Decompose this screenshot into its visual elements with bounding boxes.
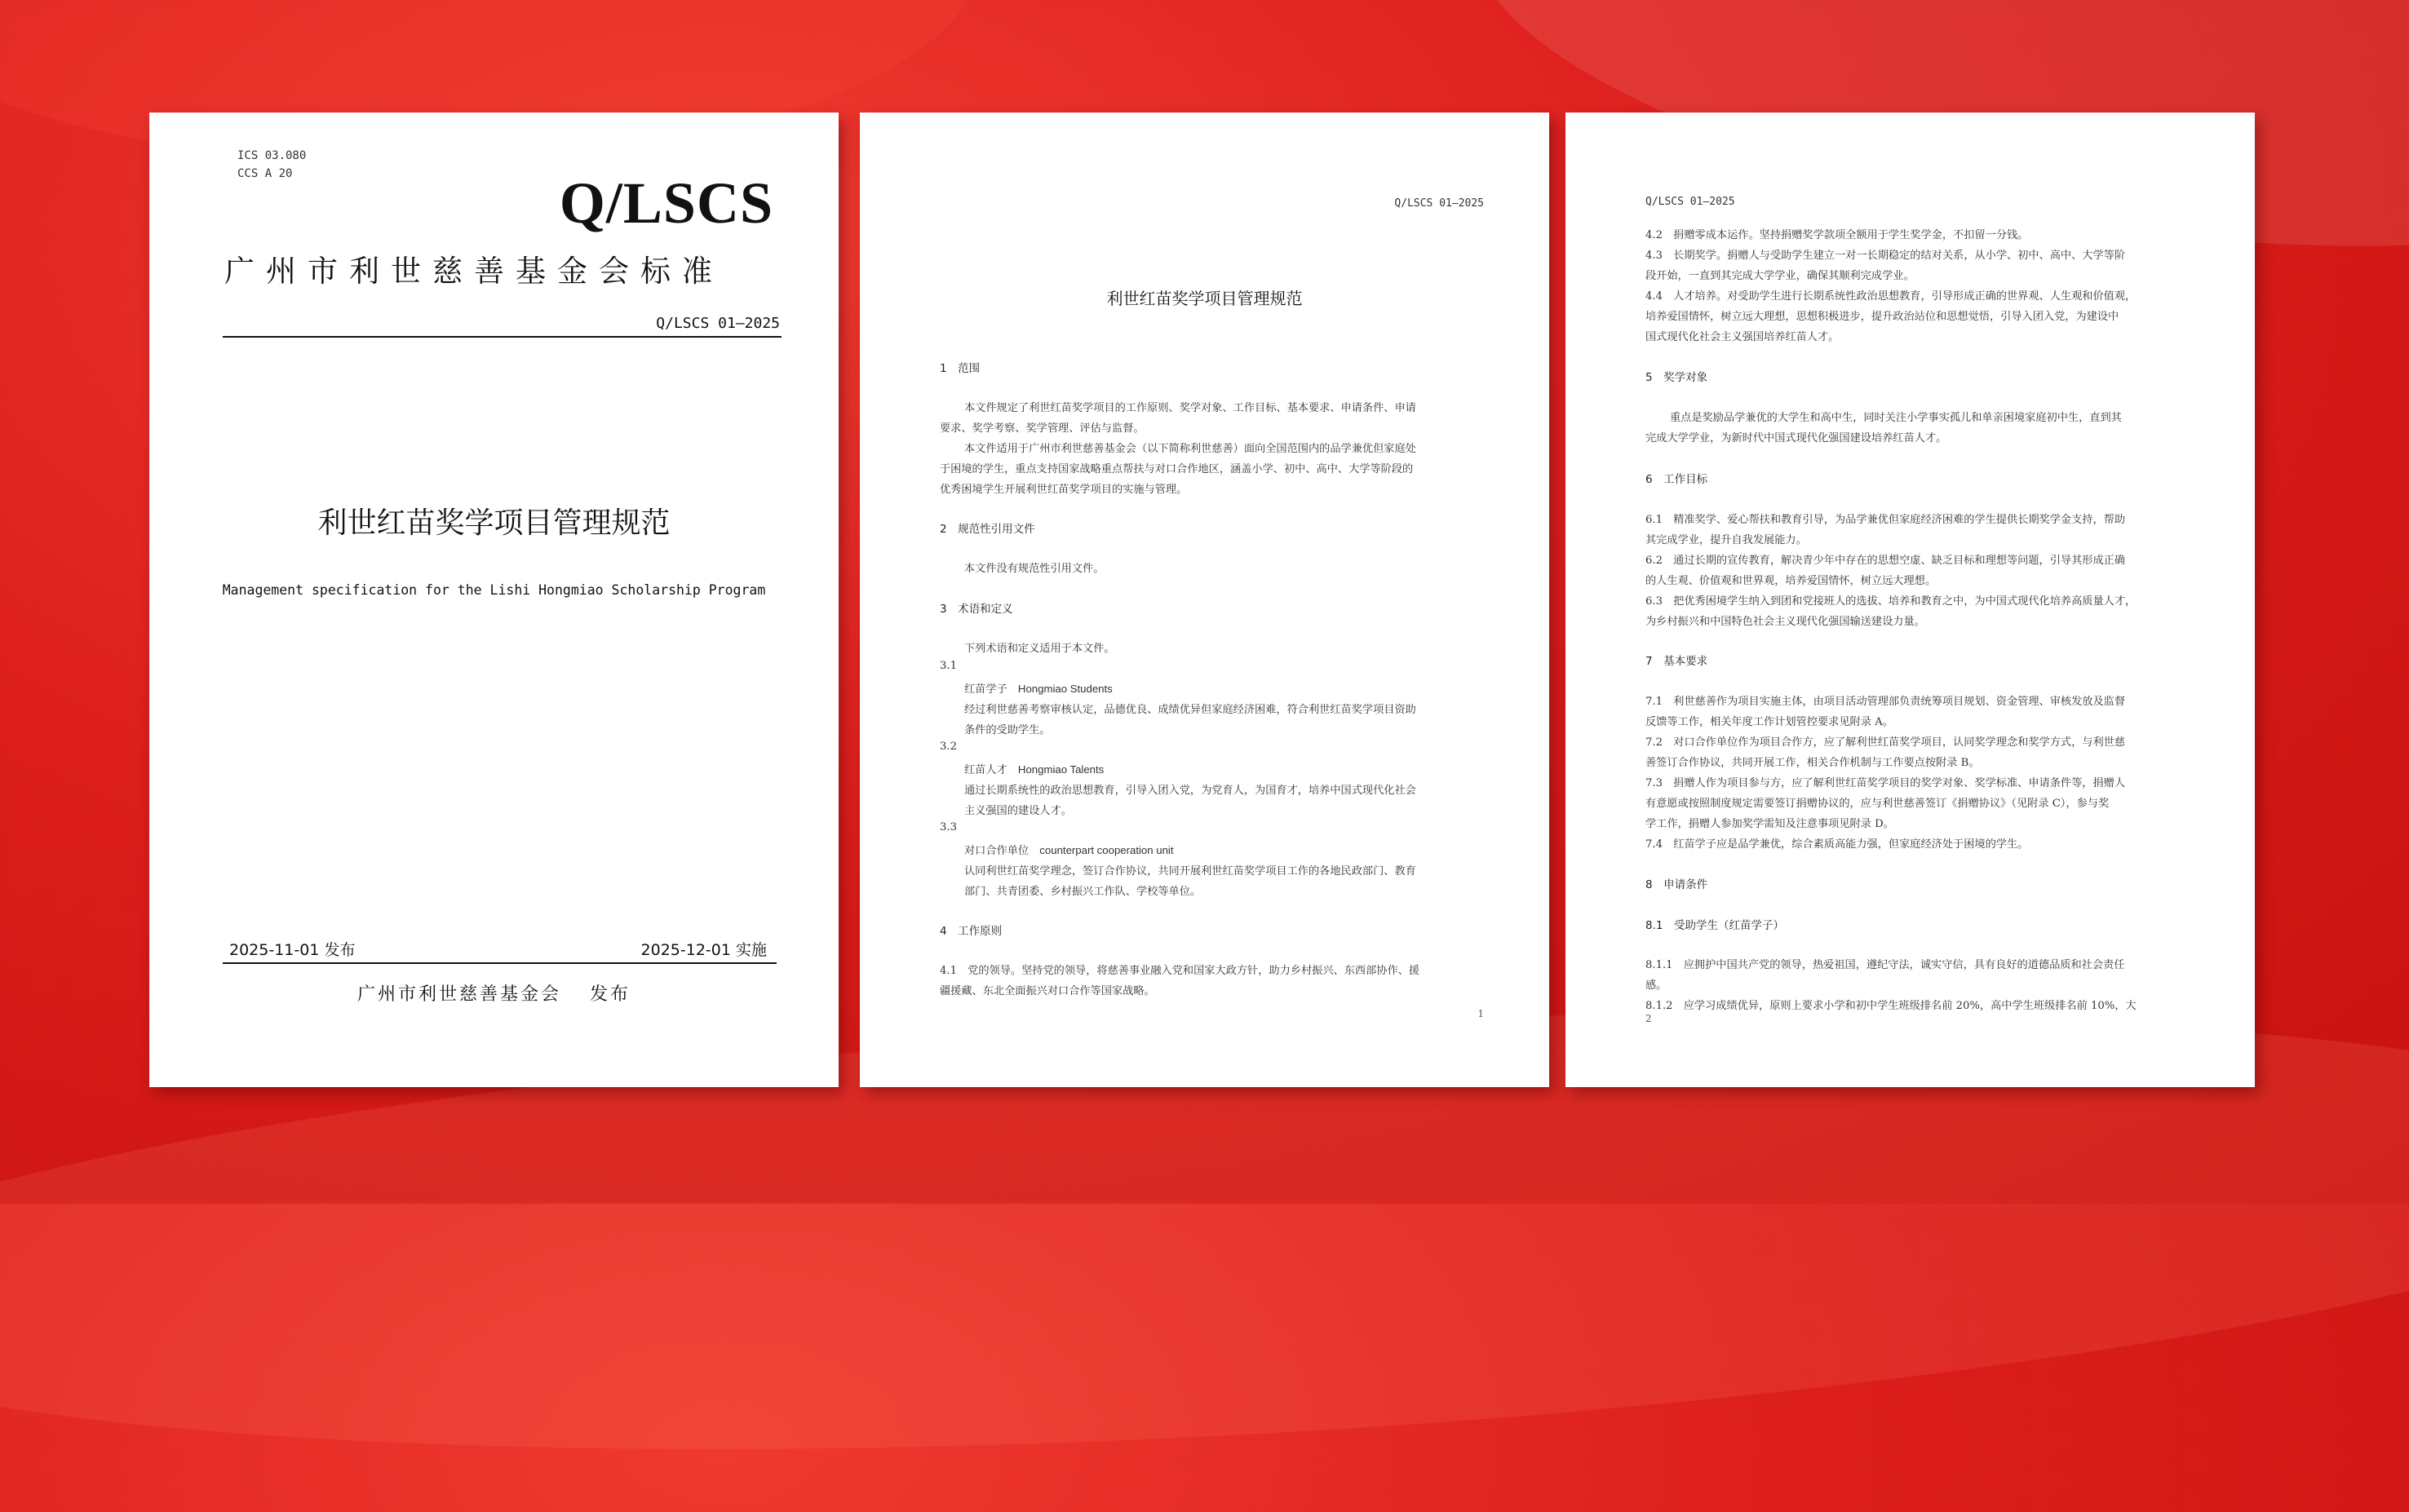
- text-line: 6.1 精准奖学、爱心帮扶和教育引导，为品学兼优但家庭经济困难的学生提供长期奖学金支持，帮助: [1645, 514, 2126, 526]
- text-line: 8.1.1 应拥护中国共产党的领导，热爱祖国，遵纪守法，诚实守信，具有良好的道德品质和社会责任: [1645, 959, 2125, 971]
- effective-date: 2025-12-01 实施: [640, 941, 767, 959]
- text-line: 下列术语和定义适用于本文件。: [964, 643, 1115, 655]
- section-heading: 5 奖学对象: [1645, 371, 1708, 384]
- text-line: 段开始，一直到其完成大学学业，确保其顺利完成学业。: [1645, 270, 1915, 282]
- text-line: 主义强国的建设人才。: [964, 805, 1072, 817]
- page-header: Q/LSCS 01—2025: [1394, 197, 1484, 210]
- text-line: 重点是奖励品学兼优的大学生和高中生，同时关注小学事实孤儿和单亲困境家庭初中生，直到其: [1670, 412, 2122, 424]
- text-line: 7.2 对口合作单位作为项目合作方，应了解利世红苗奖学项目，认同奖学理念和奖学方式，与利世慈: [1645, 736, 2126, 749]
- cover-page: [149, 113, 839, 1087]
- text-line: 学工作，捐赠人参加奖学需知及注意事项见附录 D。: [1645, 818, 1894, 830]
- text-line: 经过利世慈善考察审核认定，品德优良、成绩优异但家庭经济困难，符合利世红苗奖学项目资助: [964, 704, 1416, 716]
- text-line: 有意愿或按照制度规定需要签订捐赠协议的，应与利世慈善签订《捐赠协议》（见附录 C），参与奖: [1645, 798, 2110, 810]
- page-header: Q/LSCS 01—2025: [1645, 196, 1735, 208]
- text-line: 优秀困境学生开展利世红苗奖学项目的实施与管理。: [940, 484, 1188, 496]
- term-heading: 红苗学子 Hongmiao Students: [964, 683, 1113, 695]
- clause-number: 3.3: [940, 821, 957, 833]
- text-line: 感。: [1645, 979, 1667, 992]
- section-heading: 7 基本要求: [1645, 655, 1708, 668]
- document-page-2: [1565, 113, 2255, 1087]
- page-title: 利世红苗奖学项目管理规范: [1106, 289, 1303, 308]
- footer-rule: [223, 962, 777, 964]
- subsection-heading: 8.1 受助学生（红苗学子）: [1645, 919, 1784, 932]
- text-line: 反馈等工作，相关年度工作计划管控要求见附录 A。: [1645, 716, 1893, 728]
- text-line: 4.3 长期奖学。捐赠人与受助学生建立一对一长期稳定的结对关系，从小学、初中、高中、大学等阶: [1645, 250, 2126, 262]
- text-line: 4.1 党的领导。坚持党的领导，将慈善事业融入党和国家大政方针，助力乡村振兴、东西部协作、援: [940, 965, 1420, 977]
- text-line: 国式现代化社会主义强国培养红苗人才。: [1645, 331, 1840, 343]
- text-line: 要求、奖学考察、奖学管理、评估与监督。: [940, 422, 1145, 435]
- page-number: 2: [1645, 1013, 1652, 1024]
- ccs-code: CCS A 20: [237, 167, 293, 180]
- header-rule: [223, 336, 782, 338]
- text-line: 为乡村振兴和中国特色社会主义现代化强国输送建设力量。: [1645, 616, 1925, 628]
- standard-brand: Q/LSCS: [559, 170, 773, 236]
- text-line: 7.1 利世慈善作为项目实施主体，由项目活动管理部负责统筹项目规划、资金管理、审核发放及监督: [1645, 696, 2126, 708]
- clause-number: 3.2: [940, 741, 957, 753]
- text-line: 认同利世红苗奖学理念，签订合作协议，共同开展利世红苗奖学项目工作的各地民政部门、教育: [964, 865, 1416, 878]
- clause-number: 3.1: [940, 660, 957, 672]
- ics-code: ICS 03.080: [237, 149, 307, 162]
- section-heading: 6 工作目标: [1645, 473, 1708, 486]
- text-line: 疆援藏、东北全面振兴对口合作等国家战略。: [940, 985, 1155, 997]
- text-line: 本文件没有规范性引用文件。: [964, 563, 1105, 575]
- text-line: 本文件规定了利世红苗奖学项目的工作原则、奖学对象、工作目标、基本要求、申请条件、申请: [964, 402, 1416, 414]
- organization-name: 广州市利世慈善基金会标准: [224, 254, 724, 289]
- cover-title-en: Management specification for the Lishi Hongmiao Scholarship Program: [222, 582, 766, 598]
- text-line: 善签订合作协议，共同开展工作，相关合作机制与工作要点按附录 B。: [1645, 757, 1980, 769]
- term-heading: 对口合作单位 counterpart cooperation unit: [964, 844, 1174, 856]
- text-line: 完成大学学业，为新时代中国式现代化强国建设培养红苗人才。: [1645, 432, 1947, 444]
- text-line: 的人生观、价值观和世界观，培养爱国情怀，树立远大理想。: [1645, 575, 1937, 587]
- document-number: Q/LSCS 01—2025: [656, 315, 780, 332]
- section-heading: 3 术语和定义: [940, 603, 1013, 616]
- text-line: 其完成学业，提升自我发展能力。: [1645, 534, 1807, 546]
- release-date: 2025-11-01 发布: [229, 941, 356, 959]
- term-heading: 红苗人才 Hongmiao Talents: [964, 763, 1105, 776]
- section-heading: 1 范围: [940, 362, 981, 375]
- text-line: 4.4 人才培养。对受助学生进行长期系统性政治思想教育，引导形成正确的世界观、人生观和价值观，: [1645, 290, 2137, 303]
- text-line: 培养爱国情怀，树立远大理想，思想积极进步，提升政治站位和思想觉悟，引导入团入党，为建设中: [1645, 311, 2119, 323]
- text-line: 4.2 捐赠零成本运作。坚持捐赠奖学款项全额用于学生奖学金，不扣留一分钱。: [1645, 229, 2029, 241]
- text-line: 部门、共青团委、乡村振兴工作队、学校等单位。: [964, 886, 1202, 898]
- text-line: 7.4 红苗学子应是品学兼优，综合素质高能力强，但家庭经济处于困境的学生。: [1645, 838, 2029, 851]
- cover-title-cn: 利世红苗奖学项目管理规范: [317, 506, 671, 540]
- text-line: 本文件适用于广州市利世慈善基金会（以下简称利世慈善）面向全国范围内的品学兼优但家庭处: [964, 443, 1416, 455]
- classification-codes: [237, 147, 306, 183]
- text-line: 6.2 通过长期的宣传教育，解决青少年中存在的思想空虚、缺乏目标和理想等问题，引导其形成正确: [1645, 555, 2126, 567]
- section-heading: 8 申请条件: [1645, 878, 1708, 891]
- page-number: 1: [1477, 1008, 1484, 1019]
- text-line: 6.3 把优秀困境学生纳入到团和党接班人的选拔、培养和教育之中，为中国式现代化培养高质量人才，: [1645, 595, 2137, 608]
- text-line: 条件的受助学生。: [964, 724, 1051, 736]
- document-page-1: [860, 113, 1549, 1087]
- text-line: 于困境的学生，重点支持国家战略重点帮扶与对口合作地区，涵盖小学、初中、高中、大学等阶段的: [940, 463, 1414, 475]
- section-heading: 2 规范性引用文件: [940, 523, 1035, 536]
- text-line: 通过长期系统性的政治思想教育，引导入团入党，为党育人，为国育才，培养中国式现代化社会: [964, 785, 1416, 797]
- publisher: 广州市利世慈善基金会 发布: [357, 984, 631, 1005]
- text-line: 8.1.2 应学习成绩优异，原则上要求小学和初中学生班级排名前 20%，高中学生班级排名前 10%，大: [1645, 1000, 2137, 1012]
- section-heading: 4 工作原则: [940, 925, 1003, 938]
- text-line: 7.3 捐赠人作为项目参与方，应了解利世红苗奖学项目的奖学对象、奖学标准、申请条件等，捐赠人: [1645, 777, 2126, 789]
